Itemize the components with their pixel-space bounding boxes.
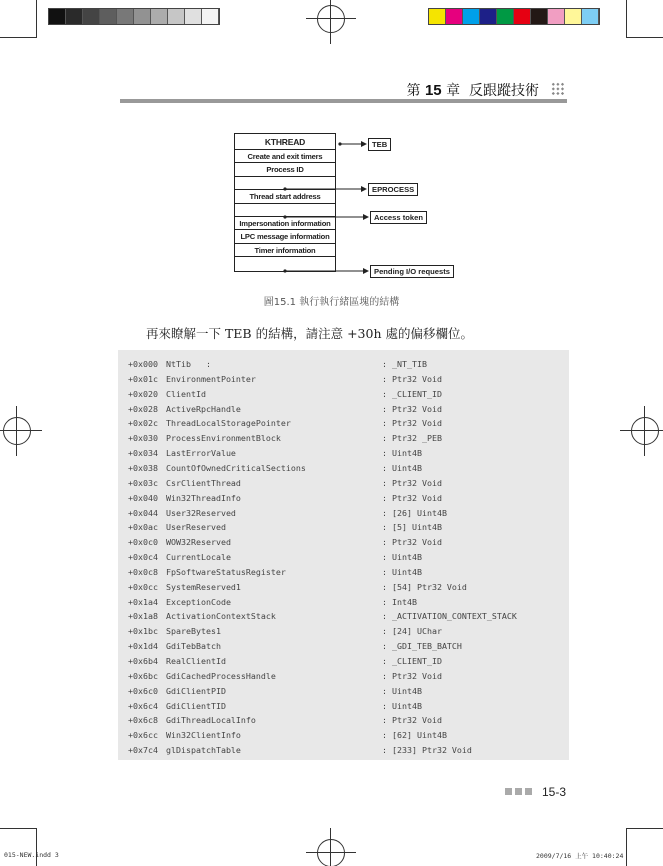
field-type: : Ptr32 _PEB — [382, 433, 442, 444]
calibration-swatch — [202, 9, 219, 24]
field-name: EnvironmentPointer — [166, 373, 256, 384]
page-number: 15-3 — [542, 785, 567, 799]
field-name: ProcessEnvironmentBlock — [166, 433, 281, 444]
chapter-suffix: 章 — [446, 83, 461, 99]
access-token-box: Access token — [370, 211, 427, 224]
field-name: CurrentLocale — [166, 552, 231, 563]
code-row — [128, 478, 568, 492]
arrow-pending-io — [283, 269, 368, 272]
eprocess-box: EPROCESS — [368, 183, 418, 196]
calibration-swatch — [548, 9, 565, 24]
field-type: : [24] UChar — [382, 626, 442, 637]
field-offset: +0x1a4 — [128, 596, 158, 607]
field-type: : _CLIENT_ID — [382, 388, 442, 399]
field-type: : Ptr32 Void — [382, 492, 442, 503]
chapter-prefix: 第 — [406, 83, 421, 99]
field-name: CsrClientThread — [166, 477, 241, 488]
calibration-swatch — [446, 9, 463, 24]
field-offset: +0x0c8 — [128, 566, 158, 577]
chapter-number: 15 — [424, 82, 442, 99]
calibration-swatch — [134, 9, 151, 24]
field-type: : _NT_TIB — [382, 359, 427, 369]
print-slug-file: 015-NEW.indd 3 — [4, 851, 59, 859]
field-type: : Ptr32 Void — [382, 477, 442, 488]
registration-mark-left — [0, 414, 34, 448]
field-offset: +0x0ac — [128, 522, 158, 533]
code-row — [128, 359, 568, 373]
code-row — [128, 582, 568, 596]
field-offset: +0x1a8 — [128, 611, 158, 622]
calibration-swatch — [100, 9, 117, 24]
code-row — [128, 641, 568, 655]
arrow-teb — [338, 142, 366, 145]
calibration-swatch — [497, 9, 514, 24]
field-offset: +0x02c — [128, 418, 158, 429]
code-row — [128, 374, 568, 388]
code-row — [128, 715, 568, 729]
code-row — [128, 671, 568, 685]
calibration-swatch — [83, 9, 100, 24]
field-type: : _CLIENT_ID — [382, 656, 442, 666]
kthread-cell: KTHREAD — [235, 134, 335, 150]
field-offset: +0x030 — [128, 433, 158, 444]
code-row — [128, 567, 568, 581]
arrow-eprocess — [283, 187, 366, 190]
code-row — [128, 522, 568, 536]
field-offset: +0x034 — [128, 448, 158, 459]
field-name: RealClientId — [166, 656, 226, 666]
code-row — [128, 730, 568, 744]
field-offset: +0x1bc — [128, 626, 158, 637]
field-name: GdiClientTID — [166, 700, 226, 711]
field-offset: +0x6b4 — [128, 656, 158, 666]
field-name: NtTib : — [166, 359, 211, 369]
code-row — [128, 537, 568, 551]
field-offset: +0x038 — [128, 462, 158, 473]
field-type: : Int4B — [382, 596, 417, 607]
field-type: : [62] Uint4B — [382, 730, 447, 741]
crop-mark — [626, 828, 627, 866]
code-row — [128, 686, 568, 700]
teb-box: TEB — [368, 138, 391, 151]
diagram-arrows — [234, 133, 454, 281]
field-name: glDispatchTable — [166, 745, 241, 756]
field-type: : _GDI_TEB_BATCH — [382, 641, 462, 652]
calibration-swatch — [168, 9, 185, 24]
field-type: : Ptr32 Void — [382, 418, 442, 429]
crop-mark — [36, 0, 37, 38]
kthread-cell: LPC message information — [235, 230, 335, 243]
field-offset: +0x028 — [128, 403, 158, 414]
field-offset: +0x6c4 — [128, 700, 158, 711]
field-type: : Ptr32 Void — [382, 715, 442, 726]
code-row — [128, 626, 568, 640]
field-name: ActivationContextStack — [166, 611, 276, 622]
field-offset: +0x020 — [128, 388, 158, 399]
header-rule — [120, 99, 567, 103]
field-offset: +0x01c — [128, 373, 158, 384]
field-name: User32Reserved — [166, 507, 236, 518]
calibration-swatch — [117, 9, 134, 24]
teb-structure-listing — [118, 350, 569, 760]
crop-mark — [36, 828, 37, 866]
intro-paragraph: 再來瞭解一下 TEB 的結構，請注意 +30h 處的偏移欄位。 — [146, 326, 473, 341]
arrow-access-token — [283, 215, 368, 218]
code-row — [128, 448, 568, 462]
calibration-swatch — [514, 9, 531, 24]
code-row — [128, 418, 568, 432]
field-name: LastErrorValue — [166, 448, 236, 459]
field-offset: +0x040 — [128, 492, 158, 503]
calibration-swatch — [565, 9, 582, 24]
code-row — [128, 389, 568, 403]
field-type: : Uint4B — [382, 700, 422, 711]
field-type: : [26] Uint4B — [382, 507, 447, 518]
field-type: : Uint4B — [382, 566, 422, 577]
calibration-swatch — [480, 9, 497, 24]
crop-mark — [626, 0, 627, 38]
chapter-heading — [407, 80, 540, 100]
calibration-swatch — [66, 9, 83, 24]
crop-mark — [627, 828, 663, 829]
kthread-diagram — [234, 133, 454, 281]
field-type: : Uint4B — [382, 552, 422, 563]
field-name: GdiThreadLocalInfo — [166, 715, 256, 726]
field-name: WOW32Reserved — [166, 537, 231, 548]
field-offset: +0x0cc — [128, 581, 158, 592]
field-offset: +0x6c8 — [128, 715, 158, 726]
field-type: : [233] Ptr32 Void — [382, 745, 472, 756]
field-type: : Uint4B — [382, 448, 422, 459]
field-type: : [5] Uint4B — [382, 522, 442, 533]
field-offset: +0x0c0 — [128, 537, 158, 548]
field-offset: +0x0c4 — [128, 552, 158, 563]
page-marker-square — [525, 788, 532, 795]
field-type: : Ptr32 Void — [382, 373, 442, 384]
figure-caption: 圖15.1 執行執行緒區塊的結構 — [263, 297, 400, 308]
code-row — [128, 433, 568, 447]
print-slug-date: 2009/7/16 上午 10:40:24 — [536, 852, 624, 860]
registration-mark-right — [628, 414, 662, 448]
kthread-cell: Process ID — [235, 163, 335, 176]
field-offset: +0x000 — [128, 359, 158, 369]
kthread-cell: Thread start address — [235, 190, 335, 203]
kthread-cell: Timer information — [235, 244, 335, 257]
page-marker-square — [505, 788, 512, 795]
field-type: : _ACTIVATION_CONTEXT_STACK — [382, 611, 517, 622]
code-row — [128, 404, 568, 418]
field-name: GdiTebBatch — [166, 641, 221, 652]
running-header — [120, 78, 567, 100]
color-calibration-bar — [428, 8, 600, 25]
field-offset: +0x1d4 — [128, 641, 158, 652]
code-row — [128, 611, 568, 625]
calibration-swatch — [531, 9, 548, 24]
calibration-swatch — [185, 9, 202, 24]
code-row — [128, 597, 568, 611]
field-name: SystemReserved1 — [166, 581, 241, 592]
field-name: Win32ThreadInfo — [166, 492, 241, 503]
pending-io-box: Pending I/O requests — [370, 265, 454, 278]
field-offset: +0x7c4 — [128, 745, 158, 756]
field-name: SpareBytes1 — [166, 626, 221, 637]
field-offset: +0x6bc — [128, 670, 158, 681]
crop-mark — [627, 37, 663, 38]
code-row — [128, 493, 568, 507]
field-offset: +0x6c0 — [128, 685, 158, 696]
code-row — [128, 463, 568, 477]
field-name: ActiveRpcHandle — [166, 403, 241, 414]
field-offset: +0x044 — [128, 507, 158, 518]
field-name: CountOfOwnedCriticalSections — [166, 462, 306, 473]
kthread-cell: Impersonation information — [235, 217, 335, 230]
code-row — [128, 701, 568, 715]
code-row — [128, 745, 568, 759]
field-name: ClientId — [166, 388, 206, 399]
field-name: ThreadLocalStoragePointer — [166, 418, 291, 429]
registration-mark-top — [314, 2, 348, 36]
code-row — [128, 656, 568, 670]
field-type: : Ptr32 Void — [382, 537, 442, 548]
crop-mark — [0, 37, 36, 38]
field-type: : Ptr32 Void — [382, 670, 442, 681]
field-type: : [54] Ptr32 Void — [382, 581, 467, 592]
field-name: UserReserved — [166, 522, 226, 533]
field-name: FpSoftwareStatusRegister — [166, 566, 286, 577]
registration-mark-bottom — [314, 836, 348, 866]
field-offset: +0x6cc — [128, 730, 158, 741]
page-marker-square — [515, 788, 522, 795]
field-type: : Uint4B — [382, 685, 422, 696]
crop-mark — [0, 828, 36, 829]
field-type: : Ptr32 Void — [382, 403, 442, 414]
chapter-title: 反跟蹤技術 — [469, 83, 539, 99]
field-name: ExceptionCode — [166, 596, 231, 607]
gray-calibration-bar — [48, 8, 220, 25]
dot-grid-icon — [551, 82, 565, 96]
field-type: : Uint4B — [382, 462, 422, 473]
kthread-cell: Create and exit timers — [235, 150, 335, 163]
calibration-swatch — [429, 9, 446, 24]
field-name: GdiClientPID — [166, 685, 226, 696]
calibration-swatch — [463, 9, 480, 24]
field-name: GdiCachedProcessHandle — [166, 670, 276, 681]
code-row — [128, 508, 568, 522]
calibration-swatch — [151, 9, 168, 24]
code-row — [128, 552, 568, 566]
field-name: Win32ClientInfo — [166, 730, 241, 741]
field-offset: +0x03c — [128, 477, 158, 488]
calibration-swatch — [582, 9, 599, 24]
calibration-swatch — [49, 9, 66, 24]
